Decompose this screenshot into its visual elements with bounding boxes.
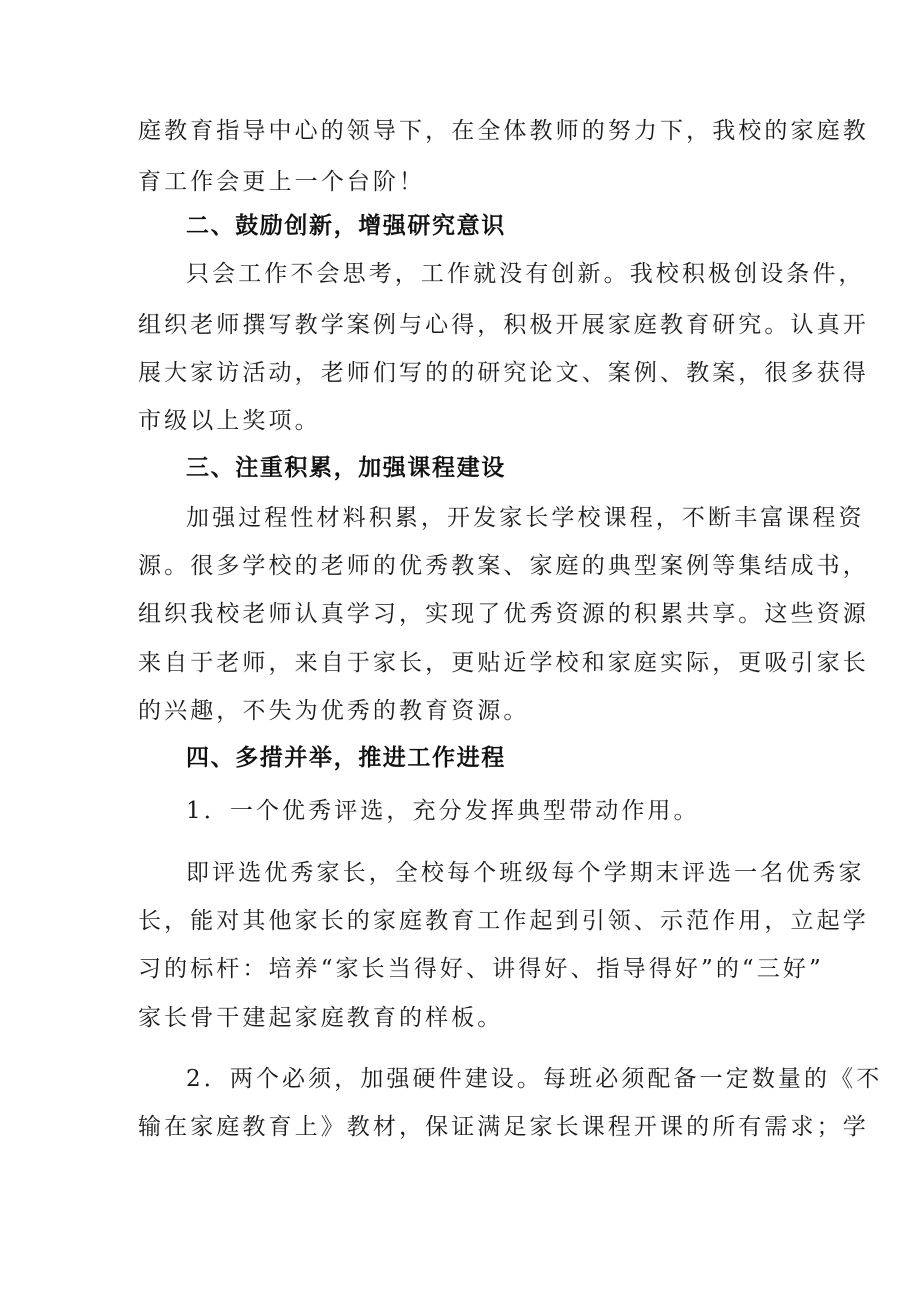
body-line: 的兴趣，不失为优秀的教育资源。 bbox=[138, 698, 530, 724]
body-line: 组织老师撰写教学案例与心得，积极开展家庭教育研究。认真开 bbox=[138, 312, 869, 338]
body-line: 家长骨干建起家庭教育的样板。 bbox=[138, 1005, 504, 1031]
body-line: 育工作会更上一个台阶！ bbox=[138, 169, 426, 195]
list-item-2: 2．两个必须，加强硬件建设。每班必须配备一定数量的《不 bbox=[186, 1066, 883, 1092]
body-line: 组织我校老师认真学习，实现了优秀资源的积累共享。这些资源 bbox=[138, 601, 869, 627]
section-heading-4: 四、多措并举，推进工作进程 bbox=[186, 745, 506, 771]
body-line: 加强过程性材料积累，开发家长学校课程，不断丰富课程资 bbox=[186, 505, 865, 531]
list-item-1: 1．一个优秀评选，充分发挥典型带动作用。 bbox=[186, 798, 700, 824]
body-line: 只会工作不会思考，工作就没有创新。我校积极创设条件， bbox=[186, 261, 865, 287]
section-heading-3: 三、注重积累，加强课程建设 bbox=[186, 455, 506, 481]
body-line: 即评选优秀家长，全校每个班级每个学期末评选一名优秀家 bbox=[186, 860, 865, 886]
body-line: 来自于老师，来自于家长，更贴近学校和家庭实际，更吸引家长 bbox=[138, 650, 869, 676]
section-heading-2: 二、鼓励创新，增强研究意识 bbox=[186, 213, 506, 239]
body-line: 市级以上奖项。 bbox=[138, 408, 321, 434]
body-line: 庭教育指导中心的领导下，在全体教师的努力下，我校的家庭教 bbox=[138, 118, 869, 144]
body-line: 长，能对其他家长的家庭教育工作起到引领、示范作用，立起学 bbox=[138, 908, 869, 934]
body-line: 习的标杆：培养“家长当得好、讲得好、指导得好”的“三好” bbox=[138, 956, 824, 982]
body-line: 展大家访活动，老师们写的的研究论文、案例、教案，很多获得 bbox=[138, 360, 869, 386]
body-line: 源。很多学校的老师的优秀教案、家庭的典型案例等集结成书， bbox=[138, 553, 869, 579]
body-line: 输在家庭教育上》教材，保证满足家长课程开课的所有需求；学 bbox=[138, 1114, 869, 1140]
